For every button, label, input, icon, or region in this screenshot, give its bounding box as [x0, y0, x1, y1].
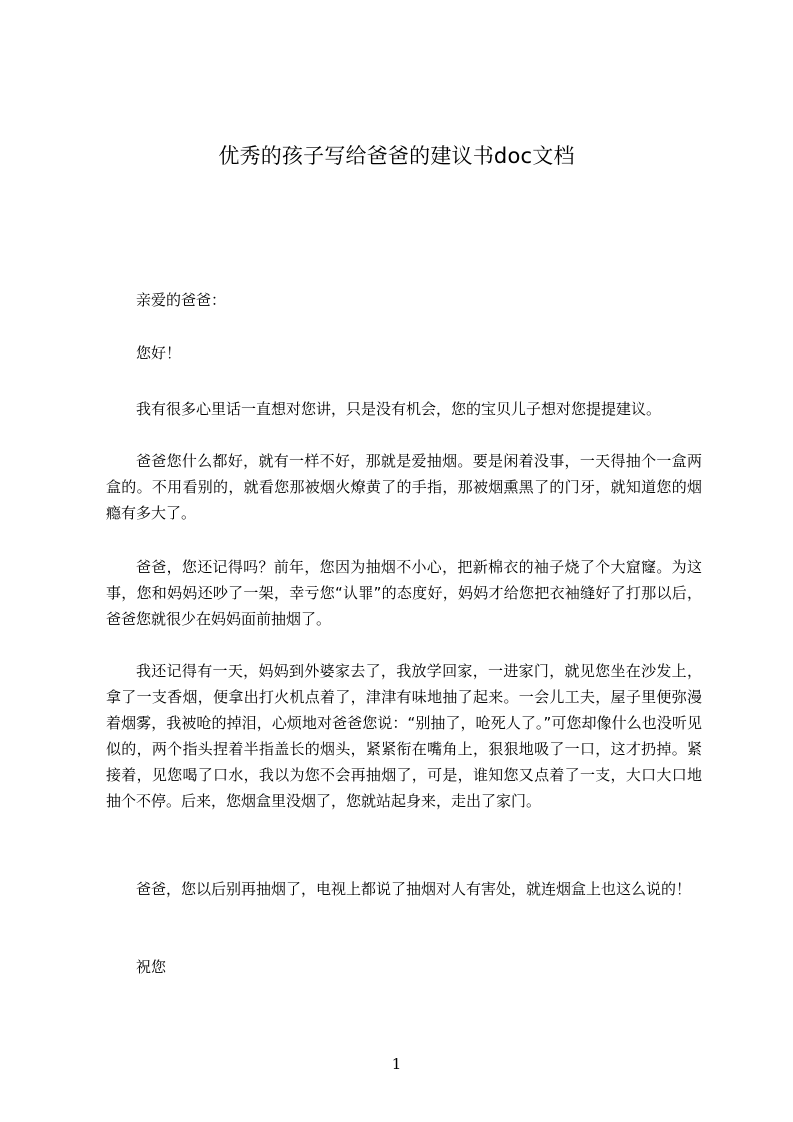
page-number: 1 — [391, 1055, 402, 1073]
paragraph-4: 我还记得有一天，妈妈到外婆家去了，我放学回家，一进家门，就见您坐在沙发上，拿了一支香烟，便拿出打火机点着了，津津有味地抽了起来。一会儿工夫，屋子里便弥漫着烟雾，我被呛的掉泪，心烦地对爸爸您说：“别抽了，呛死人了。”可您却像什么也没听见似的，两个指头捏着半指盖长的烟头，紧紧衔在嘴角上，狠狠地吸了一口，这才扔掉。紧接着，见您喝了口水，我以为您不会再抽烟了，可是，谁知您又点着了一支，大口大口地抽个不停。后来，您烟盒里没烟了，您就站起身来，走出了家门。 — [106, 662, 702, 810]
paragraph-2: 爸爸您什么都好，就有一样不好，那就是爱抽烟。要是闲着没事，一天得抽个一盒两盒的。不用看别的，就看您那被烟火燎黄了的手指，那被烟熏黑了的门牙，就知道您的烟瘾有多大了。 — [106, 452, 702, 522]
document-title: 优秀的孩子写给爸爸的建议书doc文档 — [218, 144, 575, 168]
closing: 祝您 — [136, 958, 167, 976]
paragraph-5: 爸爸，您以后别再抽烟了，电视上都说了抽烟对人有害处，就连烟盒上也这么说的！ — [136, 880, 692, 898]
greeting: 您好！ — [136, 344, 182, 362]
salutation: 亲爱的爸爸： — [136, 291, 227, 309]
paragraph-1: 我有很多心里话一直想对您讲，只是没有机会，您的宝贝儿子想对您提提建议。 — [136, 400, 662, 418]
paragraph-3: 爸爸，您还记得吗？前年，您因为抽烟不小心，把新棉衣的袖子烧了个大窟窿。为这事，您和妈妈还吵了一架，幸亏您“认罪”的态度好，妈妈才给您把衣袖缝好了打那以后，爸爸您就很少在妈妈面前抽烟了。 — [106, 558, 702, 628]
